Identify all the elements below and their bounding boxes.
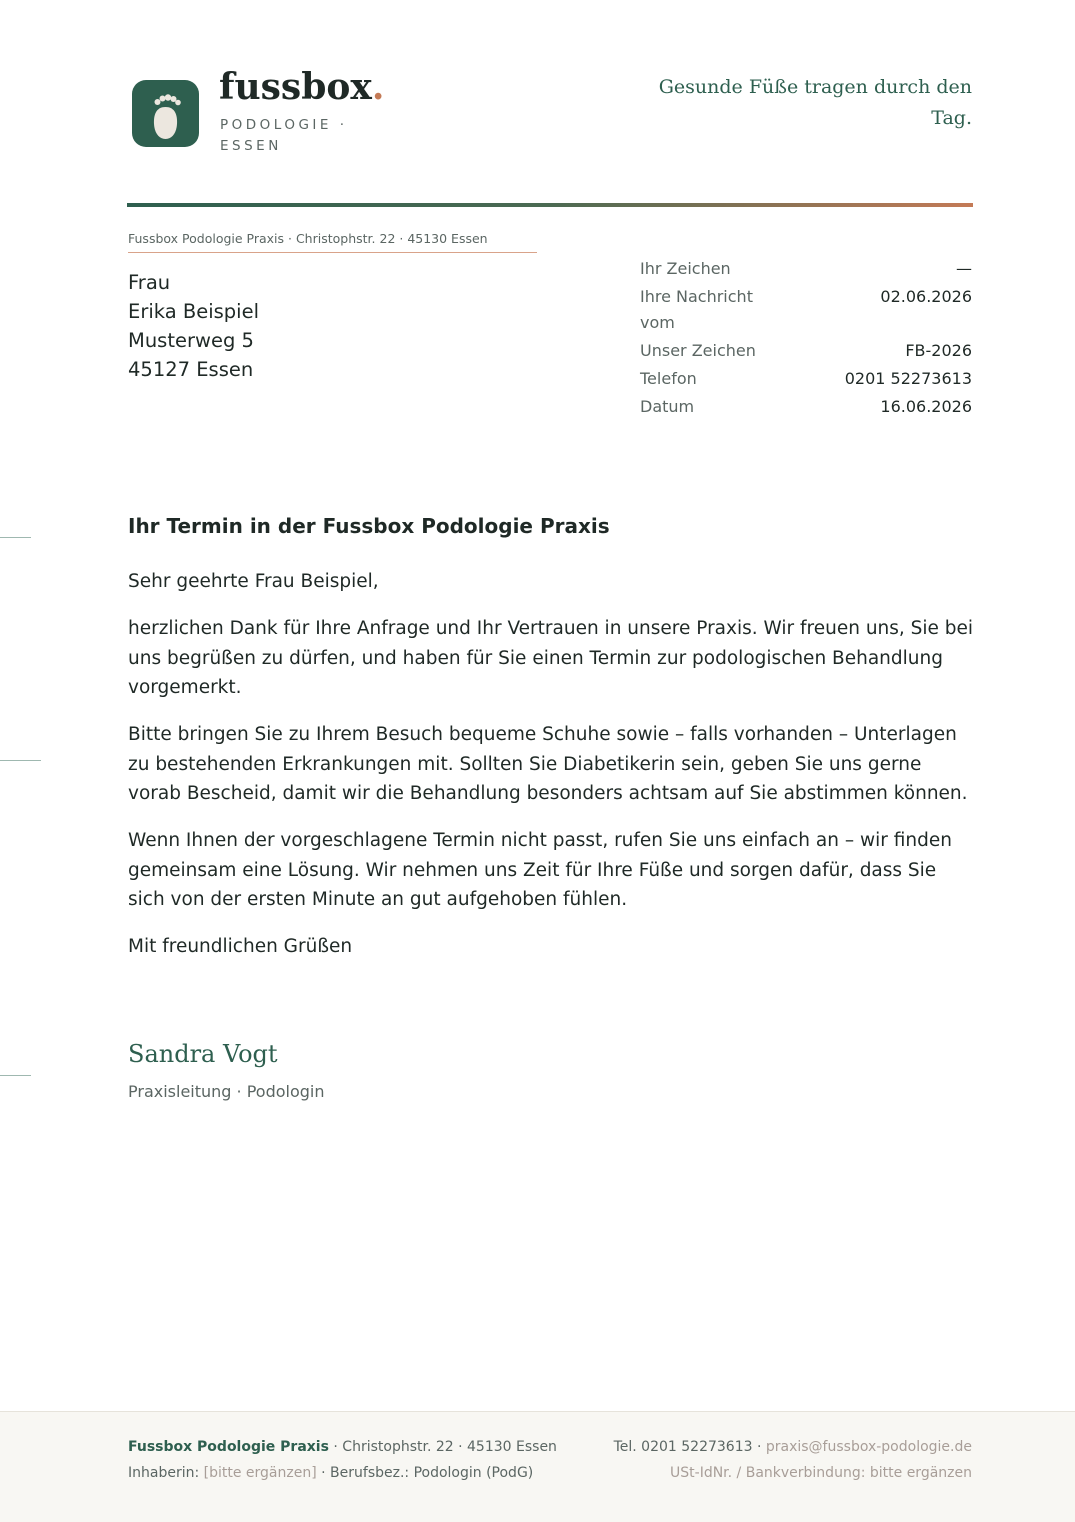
meta-value: — [956,259,972,278]
meta-value: 16.06.2026 [880,397,972,416]
footer-company-line [128,1439,557,1455]
closing: Mit freundlichen Grüßen [128,936,353,957]
meta-label: Ihr Zeichen [640,259,731,278]
footer-email-link[interactable]: praxis@fussbox-podologie.de [765,1439,972,1455]
meta-label: Telefon [640,369,697,388]
letter-body [128,567,978,979]
meta-row [640,366,972,392]
greeting: Sehr geehrte Frau Beispiel, [128,571,379,592]
paragraph: Bitte bringen Sie zu Ihrem Besuch bequeme Schuhe sowie – falls vorhanden – Unterlagen zu bestehenden Erkrankungen mit. Sollten Sie Diabetikerin sein, geben Sie uns gerne vorab Bescheid, damit wir die Behandlung besonders achtsam auf Sie abstimmen können. [128,724,968,804]
signature-role: Praxisleitung · Podologin [128,1082,325,1101]
reference-block [640,256,972,422]
meta-label: Unser Zeichen [640,341,756,360]
header-divider [127,203,973,207]
brand-name: fussbox. [219,66,385,108]
footer-address: · Christophstr. 22 · 45130 Essen [328,1439,557,1455]
recipient-address [128,268,259,384]
footer-contact-line [614,1439,972,1455]
brand-subtitle: PODOLOGIE · ESSEN [220,117,348,154]
meta-row [640,394,972,420]
meta-row [640,338,972,364]
footer-owner-value: [bitte ergänzen] [203,1465,317,1481]
footer-tax-bank: USt-IdNr. / Bankverbindung: bitte ergänzen [670,1465,972,1481]
paragraph: herzlichen Dank für Ihre Anfrage und Ihr Vertrauen in unsere Praxis. Wir freuen uns, Sie bei uns begrüßen zu dürfen, und haben für Sie einen Termin zur podologischen Behandlung vorgemerkt. [128,618,974,698]
sender-return-address: Fussbox Podologie Praxis · Christophstr. 22 · 45130 Essen [128,231,537,253]
logo [132,80,199,147]
meta-row [640,256,972,282]
recipient-city: 45127 Essen [128,358,254,381]
paragraph: Wenn Ihnen der vorgeschlagene Termin nicht passt, rufen Sie uns einfach an – wir finden gemeinsam eine Lösung. Wir nehmen uns Zeit für Ihre Füße und sorgen dafür, dass Sie sich von der ersten Minute an gut aufgehoben fühlen. [128,830,952,910]
footer-phone: Tel. 0201 52273613 · [613,1439,766,1455]
fold-mark-top [0,537,31,538]
tagline: Gesunde Füße tragen durch den Tag. [658,76,972,129]
recipient-street: Musterweg 5 [128,329,254,352]
footer-owner-line [128,1465,533,1481]
footer-company: Fussbox Podologie Praxis [128,1439,329,1455]
letter-subject: Ihr Termin in der Fussbox Podologie Praxis [128,514,610,538]
fold-mark-bottom [0,1075,31,1076]
meta-label: Ihre Nachricht vom [640,287,753,332]
punch-mark [0,760,41,761]
recipient-salutation: Frau [128,271,171,294]
meta-value: 0201 52273613 [844,369,972,388]
recipient-name: Erika Beispiel [128,300,260,323]
brand-dot: . [371,66,385,108]
meta-value: FB-2026 [905,341,972,360]
meta-value: 02.06.2026 [880,287,972,306]
meta-row [640,284,972,336]
footer-profession: · Berufsbez.: Podologin (PodG) [316,1465,534,1481]
footer-owner-label: Inhaberin: [128,1465,204,1481]
foot-icon [132,80,199,147]
meta-label: Datum [640,397,695,416]
signature-name: Sandra Vogt [128,1040,278,1068]
